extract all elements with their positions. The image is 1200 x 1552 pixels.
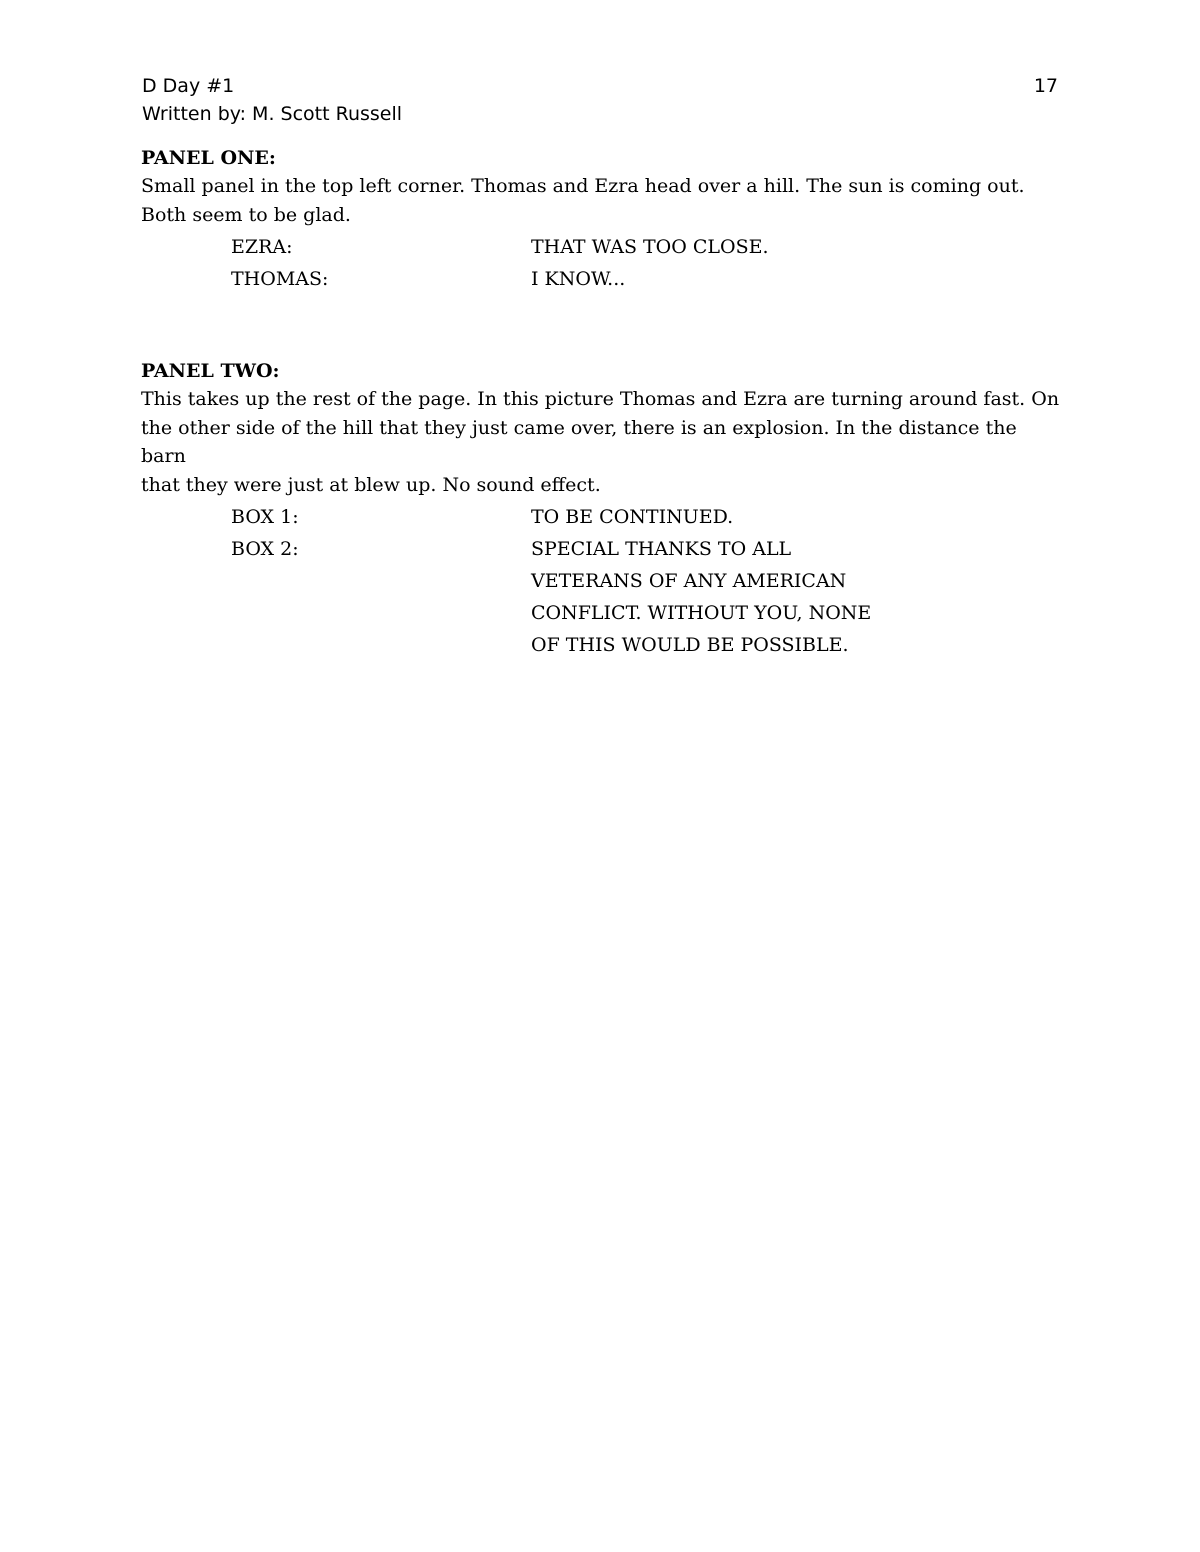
panel-heading: PANEL TWO: [141,360,280,382]
dialogue-row [141,231,1061,263]
script-body [141,144,1061,661]
panel-spacer [141,295,1061,357]
dialogue-row [141,533,1061,661]
dialogue-row [141,501,1061,533]
panel-two [141,357,1061,661]
dialogue-line: TO BE CONTINUED. [531,506,734,528]
author-line: Written by: M. Scott Russell [142,103,403,125]
dialogue-speaker: THOMAS: [231,268,329,290]
page-number: 17 [1033,75,1058,97]
panel-heading: PANEL ONE: [141,147,276,169]
dialogue-speaker: BOX 2: [231,538,299,560]
panel-one [141,144,1061,295]
dialogue-block [141,231,1061,295]
dialogue-speaker: BOX 1: [231,506,299,528]
dialogue-row [141,263,1061,295]
dialogue-block [141,501,1061,661]
dialogue-line: I KNOW... [531,268,626,290]
dialogue-line: THAT WAS TOO CLOSE. [531,236,769,258]
page-header [142,72,1058,128]
panel-description: This takes up the rest of the page. In this picture Thomas and Ezra are turning around fast. On the other side of the hill that they just came over, there is an explosion. In the distance the barn that they were just at blew up. No sound effect. [141,388,1060,496]
panel-description: Small panel in the top left corner. Thomas and Ezra head over a hill. The sun is coming out. Both seem to be glad. [141,175,1025,226]
dialogue-speaker: EZRA: [231,236,293,258]
dialogue-line: SPECIAL THANKS TO ALL VETERANS OF ANY AMERICAN CONFLICT. WITHOUT YOU, NONE OF THIS WOULD BE POSSIBLE. [531,538,872,656]
document-title: D Day #1 [142,75,235,97]
